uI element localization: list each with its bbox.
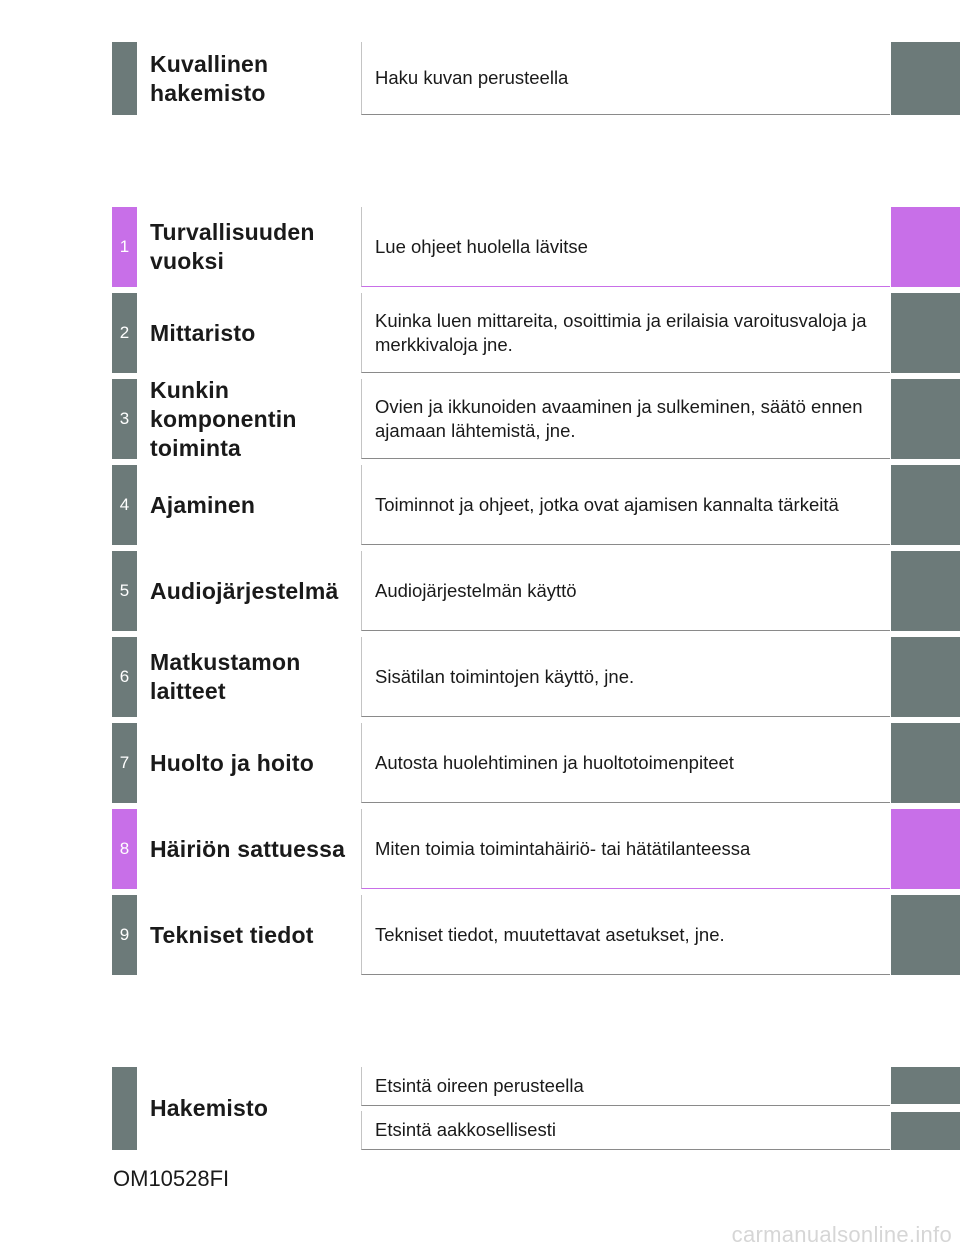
chapter-row-2[interactable] bbox=[0, 293, 960, 373]
chapter-title: Tekniset tiedot bbox=[150, 921, 314, 948]
chapter-row-3[interactable] bbox=[0, 376, 960, 461]
watermark: carmanualsonline.info bbox=[731, 1222, 952, 1247]
chapter-title: Matkustamon laitteet bbox=[150, 649, 301, 704]
chapter-side-tab bbox=[891, 809, 960, 889]
chapter-side-tab bbox=[891, 465, 960, 545]
picture-index-tab bbox=[112, 42, 137, 115]
chapter-description: Lue ohjeet huolella lävitse bbox=[361, 207, 890, 287]
chapter-side-tab bbox=[891, 551, 960, 631]
chapter-number-tab: 2 bbox=[112, 293, 137, 373]
chapter-number-tab: 4 bbox=[112, 465, 137, 545]
chapter-side-tab bbox=[891, 723, 960, 803]
index-tab bbox=[112, 1067, 137, 1150]
chapter-description: Kuinka luen mittareita, osoittimia ja erilaisia varoitusvaloja ja merkkivaloja jne. bbox=[361, 293, 890, 373]
chapter-description: Tekniset tiedot, muutettavat asetukset, jne. bbox=[361, 895, 890, 975]
chapter-title: Kunkin komponentin toiminta bbox=[150, 376, 297, 461]
chapter-side-tab bbox=[891, 637, 960, 717]
chapter-description: Audiojärjestelmän käyttö bbox=[361, 551, 890, 631]
chapter-side-tab bbox=[891, 895, 960, 975]
chapter-description: Autosta huolehtiminen ja huoltotoimenpiteet bbox=[361, 723, 890, 803]
chapter-number-tab: 3 bbox=[112, 379, 137, 459]
chapter-side-tab bbox=[891, 379, 960, 459]
chapter-description: Ovien ja ikkunoiden avaaminen ja sulkeminen, säätö ennen ajamaan lähtemistä, jne. bbox=[361, 379, 890, 459]
index-item-alphabetical-search[interactable]: Etsintä aakkosellisesti bbox=[361, 1111, 890, 1150]
chapter-row-8[interactable] bbox=[0, 809, 960, 889]
chapter-description: Toiminnot ja ohjeet, jotka ovat ajamisen kannalta tärkeitä bbox=[361, 465, 890, 545]
document-code: OM10528FI bbox=[113, 1166, 230, 1191]
index-side-tab-lower bbox=[891, 1112, 960, 1150]
chapter-row-1[interactable] bbox=[0, 207, 960, 287]
chapter-title: Turvallisuuden vuoksi bbox=[150, 219, 315, 274]
chapter-row-4[interactable] bbox=[0, 465, 960, 545]
chapter-number-tab: 6 bbox=[112, 637, 137, 717]
chapter-number-tab: 5 bbox=[112, 551, 137, 631]
index-section bbox=[0, 1067, 960, 1150]
chapter-number-tab: 1 bbox=[112, 207, 137, 287]
chapter-side-tab bbox=[891, 293, 960, 373]
chapter-description: Miten toimia toimintahäiriö- tai hätätilanteessa bbox=[361, 809, 890, 889]
chapter-row-5[interactable] bbox=[0, 551, 960, 631]
chapter-description: Sisätilan toimintojen käyttö, jne. bbox=[361, 637, 890, 717]
index-item-symptom-search[interactable]: Etsintä oireen perusteella bbox=[361, 1067, 890, 1106]
picture-index-row[interactable] bbox=[0, 42, 960, 115]
chapter-title: Häiriön sattuessa bbox=[150, 835, 346, 862]
chapter-side-tab bbox=[891, 207, 960, 287]
chapter-number-tab: 9 bbox=[112, 895, 137, 975]
chapter-row-7[interactable] bbox=[0, 723, 960, 803]
chapter-number-tab: 7 bbox=[112, 723, 137, 803]
chapter-row-6[interactable] bbox=[0, 637, 960, 717]
picture-index-title: Kuvallinen hakemisto bbox=[150, 50, 269, 106]
index-side-tab-upper bbox=[891, 1067, 960, 1104]
chapter-number-tab: 8 bbox=[112, 809, 137, 889]
chapter-title: Mittaristo bbox=[150, 319, 256, 346]
picture-index-description: Haku kuvan perusteella bbox=[361, 42, 890, 115]
chapter-title: Ajaminen bbox=[150, 491, 256, 518]
index-title: Hakemisto bbox=[150, 1095, 269, 1121]
chapter-title: Audiojärjestelmä bbox=[150, 577, 339, 604]
chapter-title: Huolto ja hoito bbox=[150, 749, 314, 776]
picture-index-side-tab bbox=[891, 42, 960, 115]
chapter-row-9[interactable] bbox=[0, 895, 960, 975]
